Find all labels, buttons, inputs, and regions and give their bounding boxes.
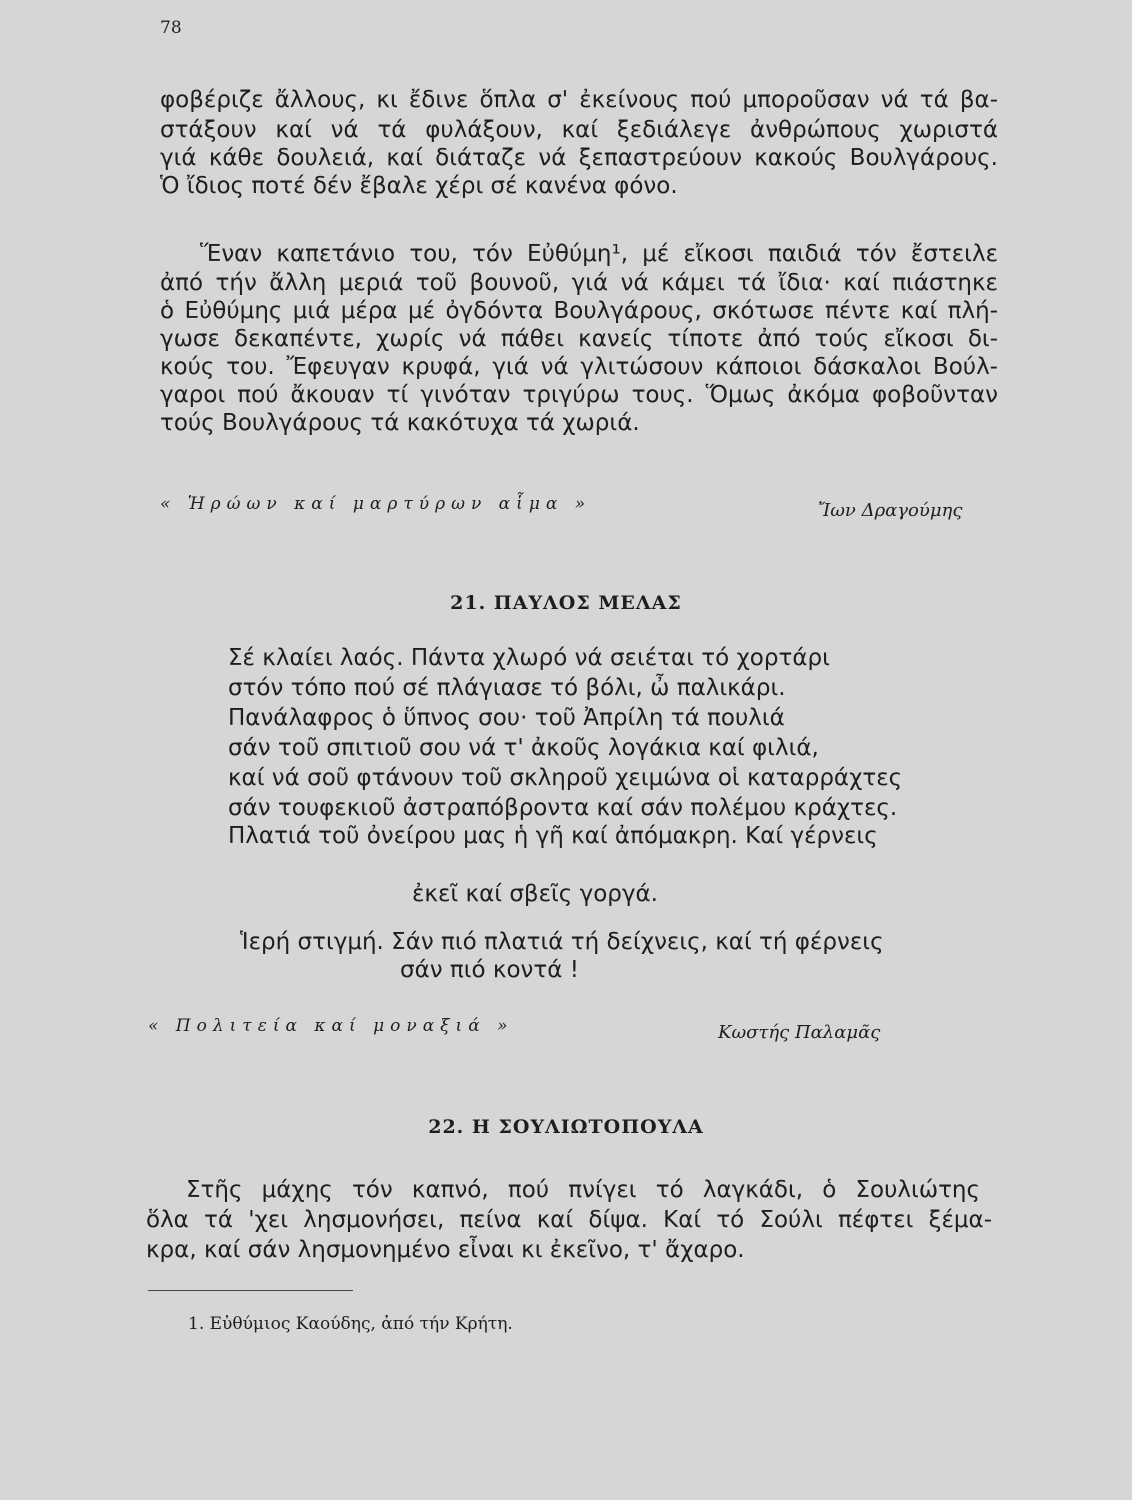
page-number: 78 — [160, 18, 182, 38]
text-line: στάξουν καί νά τά φυλάξουν, καί ξεδιάλεγε ἀνθρώπους χωριστά — [160, 117, 998, 143]
footnote-rule — [148, 1290, 353, 1291]
citation-source: « Πολιτεία καί μοναξιά » — [148, 1016, 514, 1036]
text-line: γιά κάθε δουλειά, καί διάταζε νά ξεπαστρεύουν κακούς Βουλγάρους. — [160, 145, 998, 171]
poem-line: Ἱερή στιγμή. Σάν πιό πλατιά τή δείχνεις, καί τή φέρνεις — [240, 929, 884, 955]
text-line: Ἕναν καπετάνιο του, τόν Εὐθύμη¹, μέ εἴκοσι παιδιά τόν ἔστειλε — [200, 241, 998, 267]
poem-line: σάν τοῦ σπιτιοῦ σου νά τ' ἀκοῦς λογάκια καί φιλιά, — [228, 735, 819, 761]
poem-line: καί νά σοῦ φτάνουν τοῦ σκληροῦ χειμώνα οἱ καταρράχτες — [228, 765, 903, 791]
text-line: ὁ Εὐθύμης μιά μέρα μέ ὀγδόντα Βουλγάρους, σκότωσε πέντε καί πλή- — [160, 298, 998, 324]
text-line: Ὁ ἴδιος ποτέ δέν ἔβαλε χέρι σέ κανένα φόνο. — [160, 173, 678, 199]
section-heading: 21. ΠΑΥΛΟΣ ΜΕΛΑΣ — [450, 592, 682, 614]
text-line: γαροι πού ἄκουαν τί γινόταν τριγύρω τους. Ὅμως ἀκόμα φοβοῦνταν — [160, 382, 998, 408]
text-line: Στῆς μάχης τόν καπνό, πού πνίγει τό λαγκάδι, ὁ Σουλιώτης — [186, 1177, 980, 1203]
footnote: 1. Εὐθύμιος Καούδης, ἀπό τήν Κρήτη. — [188, 1314, 513, 1334]
poem-line: στόν τόπο πού σέ πλάγιασε τό βόλι, ὦ παλικάρι. — [228, 675, 786, 701]
poem-line: σάν τουφεκιοῦ ἀστραπόβροντα καί σάν πολέμου κράχτες. — [228, 795, 898, 821]
citation-source: « Ἡρώων καί μαρτύρων αἷμα » — [160, 494, 592, 514]
poem-line: Πλατιά τοῦ ὀνείρου μας ἡ γῆ καί ἀπόμακρη. Καί γέρνεις — [228, 823, 878, 849]
text-line: ἀπό τήν ἄλλη μεριά τοῦ βουνοῦ, γιά νά κάμει τά ἴδια· καί πιάστηκε — [160, 270, 998, 296]
text-line: ὅλα τά 'χει λησμονήσει, πείνα καί δίψα. Καί τό Σούλι πέφτει ξέμα- — [146, 1207, 992, 1233]
poem-line: Σέ κλαίει λαός. Πάντα χλωρό νά σειέται τό χορτάρι — [228, 645, 830, 671]
poem-line: ἐκεῖ καί σβεῖς γοργά. — [412, 881, 658, 907]
citation-author: Ἴων Δραγούμης — [818, 500, 963, 521]
text-line: γωσε δεκαπέντε, χωρίς νά πάθει κανείς τίποτε ἀπό τούς εἴκοσι δι- — [160, 326, 998, 352]
section-heading: 22. Η ΣΟΥΛΙΩΤΟΠΟΥΛΑ — [428, 1116, 704, 1138]
citation-author: Κωστής Παλαμᾶς — [718, 1022, 881, 1043]
text-line: κούς του. Ἔφευγαν κρυφά, γιά νά γλιτώσουν κάποιοι δάσκαλοι Βούλ- — [160, 354, 998, 380]
text-line: κρα, καί σάν λησμονημένο εἶναι κι ἐκεῖνο, τ' ἄχαρο. — [146, 1237, 745, 1263]
poem-line: Πανάλαφρος ὁ ὕπνος σου· τοῦ Ἀπρίλη τά πουλιά — [228, 705, 785, 731]
text-line: τούς Βουλγάρους τά κακότυχα τά χωριά. — [160, 410, 640, 436]
text-line: φοβέριζε ἄλλους, κι ἔδινε ὅπλα σ' ἐκείνους πού μποροῦσαν νά τά βα- — [160, 87, 998, 113]
poem-line: σάν πιό κοντά ! — [400, 957, 579, 983]
